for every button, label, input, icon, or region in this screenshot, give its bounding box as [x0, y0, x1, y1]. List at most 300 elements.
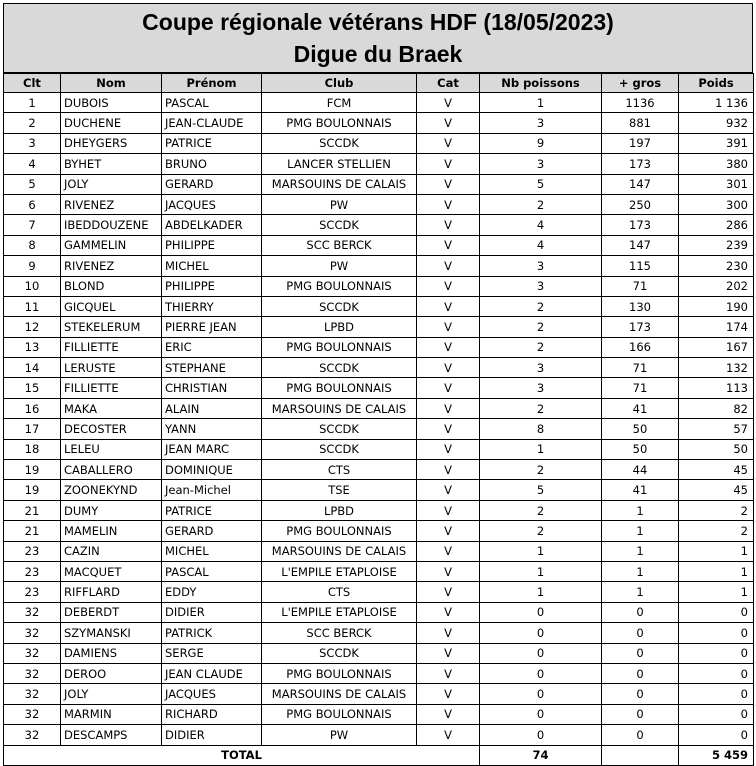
cell-club: SCCDK — [262, 296, 417, 316]
cell-nom: CABALLERO — [61, 460, 162, 480]
cell-nom: DECOSTER — [61, 419, 162, 439]
cell-cat: V — [417, 113, 480, 133]
cell-cat: V — [417, 541, 480, 561]
cell-nb-poissons: 1 — [480, 582, 602, 602]
cell-club: CTS — [262, 582, 417, 602]
cell-poids: 1 — [679, 582, 754, 602]
cell-plus-gros: 1 — [602, 521, 679, 541]
table-row — [4, 602, 754, 622]
cell-nom: RIFFLARD — [61, 582, 162, 602]
cell-clt: 32 — [4, 602, 61, 622]
table-row — [4, 541, 754, 561]
cell-club: MARSOUINS DE CALAIS — [262, 684, 417, 704]
cell-nom: RIVENEZ — [61, 194, 162, 214]
cell-prenom: CHRISTIAN — [162, 378, 262, 398]
cell-nb-poissons: 5 — [480, 174, 602, 194]
cell-clt: 8 — [4, 235, 61, 255]
cell-club: PMG BOULONNAIS — [262, 521, 417, 541]
cell-nb-poissons: 2 — [480, 337, 602, 357]
cell-prenom: JEAN CLAUDE — [162, 663, 262, 683]
table-row — [4, 337, 754, 357]
cell-nb-poissons: 8 — [480, 419, 602, 439]
cell-prenom: STEPHANE — [162, 358, 262, 378]
cell-poids: 0 — [679, 725, 754, 745]
cell-nom: IBEDDOUZENE — [61, 215, 162, 235]
cell-poids: 2 — [679, 500, 754, 520]
cell-clt: 21 — [4, 521, 61, 541]
cell-cat: V — [417, 378, 480, 398]
cell-cat: V — [417, 725, 480, 745]
cell-nb-poissons: 1 — [480, 93, 602, 113]
cell-club: LANCER STELLIEN — [262, 154, 417, 174]
cell-poids: 174 — [679, 317, 754, 337]
cell-nom: GICQUEL — [61, 296, 162, 316]
cell-nb-poissons: 3 — [480, 358, 602, 378]
cell-poids: 113 — [679, 378, 754, 398]
cell-plus-gros: 0 — [602, 725, 679, 745]
cell-nom: FILLIETTE — [61, 337, 162, 357]
cell-prenom: BRUNO — [162, 154, 262, 174]
cell-cat: V — [417, 439, 480, 459]
cell-club: SCCDK — [262, 439, 417, 459]
cell-nom: MARMIN — [61, 704, 162, 724]
cell-club: PMG BOULONNAIS — [262, 276, 417, 296]
cell-prenom: ABDELKADER — [162, 215, 262, 235]
cell-club: MARSOUINS DE CALAIS — [262, 398, 417, 418]
cell-club: L'EMPILE ETAPLOISE — [262, 602, 417, 622]
cell-plus-gros: 1136 — [602, 93, 679, 113]
table-row — [4, 358, 754, 378]
cell-plus-gros: 1 — [602, 582, 679, 602]
cell-nb-poissons: 5 — [480, 480, 602, 500]
cell-club: PMG BOULONNAIS — [262, 378, 417, 398]
cell-club: PMG BOULONNAIS — [262, 663, 417, 683]
cell-plus-gros: 0 — [602, 623, 679, 643]
table-row — [4, 174, 754, 194]
cell-nom: STEKELERUM — [61, 317, 162, 337]
cell-poids: 0 — [679, 663, 754, 683]
cell-club: LPBD — [262, 500, 417, 520]
cell-clt: 12 — [4, 317, 61, 337]
page-subtitle: Digue du Braek — [293, 41, 463, 67]
col-header-plus-gros: + gros — [602, 74, 679, 93]
cell-prenom: JEAN-CLAUDE — [162, 113, 262, 133]
col-header-cat: Cat — [417, 74, 480, 93]
page-title: Coupe régionale vétérans HDF (18/05/2023) — [142, 9, 614, 35]
cell-prenom: GERARD — [162, 521, 262, 541]
cell-prenom: PATRICK — [162, 623, 262, 643]
cell-plus-gros: 41 — [602, 398, 679, 418]
cell-clt: 32 — [4, 623, 61, 643]
col-header-prenom: Prénom — [162, 74, 262, 93]
cell-plus-gros: 71 — [602, 358, 679, 378]
cell-club: PMG BOULONNAIS — [262, 704, 417, 724]
cell-cat: V — [417, 460, 480, 480]
cell-poids: 1 — [679, 541, 754, 561]
cell-prenom: EDDY — [162, 582, 262, 602]
cell-nom: DUMY — [61, 500, 162, 520]
cell-clt: 15 — [4, 378, 61, 398]
table-row — [4, 256, 754, 276]
cell-cat: V — [417, 582, 480, 602]
cell-poids: 239 — [679, 235, 754, 255]
cell-clt: 14 — [4, 358, 61, 378]
cell-nb-poissons: 3 — [480, 378, 602, 398]
cell-cat: V — [417, 154, 480, 174]
cell-poids: 380 — [679, 154, 754, 174]
cell-cat: V — [417, 684, 480, 704]
cell-clt: 19 — [4, 480, 61, 500]
cell-cat: V — [417, 337, 480, 357]
cell-plus-gros: 166 — [602, 337, 679, 357]
cell-nb-poissons: 2 — [480, 317, 602, 337]
cell-nb-poissons: 0 — [480, 684, 602, 704]
cell-nom: DUCHENE — [61, 113, 162, 133]
cell-club: SCCDK — [262, 215, 417, 235]
cell-nom: DESCAMPS — [61, 725, 162, 745]
table-row — [4, 154, 754, 174]
cell-plus-gros: 44 — [602, 460, 679, 480]
cell-plus-gros: 0 — [602, 602, 679, 622]
cell-poids: 0 — [679, 684, 754, 704]
cell-cat: V — [417, 256, 480, 276]
table-row — [4, 643, 754, 663]
cell-nom: DUBOIS — [61, 93, 162, 113]
cell-cat: V — [417, 623, 480, 643]
cell-cat: V — [417, 317, 480, 337]
cell-plus-gros: 115 — [602, 256, 679, 276]
cell-nom: DHEYGERS — [61, 133, 162, 153]
cell-poids: 1 — [679, 561, 754, 581]
table-row — [4, 378, 754, 398]
cell-prenom: YANN — [162, 419, 262, 439]
cell-nb-poissons: 0 — [480, 602, 602, 622]
cell-clt: 17 — [4, 419, 61, 439]
cell-plus-gros: 71 — [602, 276, 679, 296]
cell-plus-gros: 173 — [602, 154, 679, 174]
cell-nom: MAKA — [61, 398, 162, 418]
cell-poids: 391 — [679, 133, 754, 153]
cell-nom: JOLY — [61, 684, 162, 704]
table-row — [4, 93, 754, 113]
cell-plus-gros: 41 — [602, 480, 679, 500]
cell-prenom: ERIC — [162, 337, 262, 357]
table-row — [4, 317, 754, 337]
cell-poids: 300 — [679, 194, 754, 214]
cell-nom: MAMELIN — [61, 521, 162, 541]
cell-poids: 1 136 — [679, 93, 754, 113]
cell-club: SCCDK — [262, 358, 417, 378]
cell-clt: 16 — [4, 398, 61, 418]
cell-clt: 32 — [4, 663, 61, 683]
cell-clt: 23 — [4, 541, 61, 561]
cell-clt: 18 — [4, 439, 61, 459]
cell-clt: 21 — [4, 500, 61, 520]
cell-prenom: PIERRE JEAN — [162, 317, 262, 337]
table-row — [4, 113, 754, 133]
cell-nb-poissons: 2 — [480, 460, 602, 480]
cell-poids: 230 — [679, 256, 754, 276]
cell-nb-poissons: 3 — [480, 113, 602, 133]
cell-nom: FILLIETTE — [61, 378, 162, 398]
cell-cat: V — [417, 643, 480, 663]
cell-clt: 1 — [4, 93, 61, 113]
table-row — [4, 663, 754, 683]
cell-clt: 11 — [4, 296, 61, 316]
table-row — [4, 704, 754, 724]
cell-prenom: JACQUES — [162, 684, 262, 704]
cell-prenom: DOMINIQUE — [162, 460, 262, 480]
results-body — [4, 93, 754, 746]
cell-nom: DEBERDT — [61, 602, 162, 622]
cell-nb-poissons: 3 — [480, 154, 602, 174]
cell-plus-gros: 881 — [602, 113, 679, 133]
cell-prenom: PHILIPPE — [162, 276, 262, 296]
table-row — [4, 419, 754, 439]
table-row — [4, 582, 754, 602]
cell-prenom: MICHEL — [162, 541, 262, 561]
table-row — [4, 439, 754, 459]
cell-nb-poissons: 2 — [480, 521, 602, 541]
cell-club: PMG BOULONNAIS — [262, 337, 417, 357]
cell-plus-gros: 173 — [602, 215, 679, 235]
cell-club: PW — [262, 256, 417, 276]
cell-poids: 202 — [679, 276, 754, 296]
cell-nom: JOLY — [61, 174, 162, 194]
cell-clt: 3 — [4, 133, 61, 153]
total-label: TOTAL — [4, 745, 480, 765]
cell-prenom: Jean-Michel — [162, 480, 262, 500]
cell-club: SCCDK — [262, 419, 417, 439]
cell-cat: V — [417, 602, 480, 622]
cell-clt: 5 — [4, 174, 61, 194]
cell-plus-gros: 1 — [602, 500, 679, 520]
cell-club: PMG BOULONNAIS — [262, 113, 417, 133]
col-header-poids: Poids — [679, 74, 754, 93]
cell-poids: 0 — [679, 602, 754, 622]
cell-clt: 10 — [4, 276, 61, 296]
cell-nb-poissons: 4 — [480, 235, 602, 255]
table-row — [4, 684, 754, 704]
col-header-nb-poissons: Nb poissons — [480, 74, 602, 93]
cell-poids: 0 — [679, 704, 754, 724]
cell-prenom: PASCAL — [162, 561, 262, 581]
cell-prenom: PHILIPPE — [162, 235, 262, 255]
col-header-clt: Clt — [4, 74, 61, 93]
cell-nb-poissons: 0 — [480, 663, 602, 683]
cell-plus-gros: 1 — [602, 561, 679, 581]
cell-clt: 32 — [4, 643, 61, 663]
cell-cat: V — [417, 276, 480, 296]
cell-plus-gros: 130 — [602, 296, 679, 316]
cell-poids: 167 — [679, 337, 754, 357]
total-row — [4, 745, 754, 765]
cell-poids: 0 — [679, 623, 754, 643]
cell-club: MARSOUINS DE CALAIS — [262, 541, 417, 561]
cell-poids: 932 — [679, 113, 754, 133]
cell-nb-poissons: 0 — [480, 704, 602, 724]
cell-prenom: JACQUES — [162, 194, 262, 214]
table-row — [4, 561, 754, 581]
cell-prenom: JEAN MARC — [162, 439, 262, 459]
cell-clt: 4 — [4, 154, 61, 174]
cell-plus-gros: 0 — [602, 684, 679, 704]
table-row — [4, 398, 754, 418]
cell-cat: V — [417, 93, 480, 113]
cell-nom: MACQUET — [61, 561, 162, 581]
table-row — [4, 623, 754, 643]
cell-club: L'EMPILE ETAPLOISE — [262, 561, 417, 581]
cell-clt: 32 — [4, 725, 61, 745]
cell-plus-gros: 197 — [602, 133, 679, 153]
cell-clt: 32 — [4, 704, 61, 724]
total-poids: 5 459 — [679, 745, 754, 765]
cell-nb-poissons: 2 — [480, 500, 602, 520]
cell-nb-poissons: 1 — [480, 541, 602, 561]
total-nb-poissons: 74 — [480, 745, 602, 765]
table-row — [4, 460, 754, 480]
cell-nb-poissons: 3 — [480, 256, 602, 276]
cell-poids: 45 — [679, 460, 754, 480]
cell-nom: SZYMANSKI — [61, 623, 162, 643]
cell-nom: DAMIENS — [61, 643, 162, 663]
title-box — [3, 3, 753, 73]
cell-cat: V — [417, 480, 480, 500]
cell-cat: V — [417, 704, 480, 724]
cell-poids: 286 — [679, 215, 754, 235]
cell-cat: V — [417, 215, 480, 235]
cell-cat: V — [417, 500, 480, 520]
cell-clt: 19 — [4, 460, 61, 480]
cell-nom: BLOND — [61, 276, 162, 296]
cell-cat: V — [417, 561, 480, 581]
cell-cat: V — [417, 398, 480, 418]
table-row — [4, 480, 754, 500]
cell-plus-gros: 0 — [602, 643, 679, 663]
cell-plus-gros: 71 — [602, 378, 679, 398]
cell-nom: RIVENEZ — [61, 256, 162, 276]
cell-nb-poissons: 0 — [480, 725, 602, 745]
cell-plus-gros: 147 — [602, 174, 679, 194]
cell-prenom: DIDIER — [162, 725, 262, 745]
cell-plus-gros: 50 — [602, 439, 679, 459]
results-sheet — [3, 3, 753, 766]
table-row — [4, 235, 754, 255]
cell-nb-poissons: 2 — [480, 194, 602, 214]
cell-plus-gros: 0 — [602, 704, 679, 724]
cell-prenom: PATRICE — [162, 133, 262, 153]
cell-club: SCC BERCK — [262, 235, 417, 255]
cell-plus-gros: 0 — [602, 663, 679, 683]
results-table — [3, 73, 754, 766]
cell-plus-gros: 173 — [602, 317, 679, 337]
cell-nb-poissons: 1 — [480, 561, 602, 581]
cell-poids: 2 — [679, 521, 754, 541]
cell-club: TSE — [262, 480, 417, 500]
cell-plus-gros: 1 — [602, 541, 679, 561]
cell-poids: 132 — [679, 358, 754, 378]
cell-club: CTS — [262, 460, 417, 480]
table-row — [4, 725, 754, 745]
cell-plus-gros: 250 — [602, 194, 679, 214]
table-row — [4, 521, 754, 541]
cell-cat: V — [417, 358, 480, 378]
cell-poids: 190 — [679, 296, 754, 316]
cell-prenom: DIDIER — [162, 602, 262, 622]
cell-nb-poissons: 0 — [480, 623, 602, 643]
cell-clt: 6 — [4, 194, 61, 214]
cell-clt: 13 — [4, 337, 61, 357]
cell-poids: 0 — [679, 643, 754, 663]
table-row — [4, 215, 754, 235]
cell-clt: 9 — [4, 256, 61, 276]
cell-cat: V — [417, 174, 480, 194]
cell-prenom: PASCAL — [162, 93, 262, 113]
cell-nom: ZOONEKYND — [61, 480, 162, 500]
cell-cat: V — [417, 235, 480, 255]
cell-poids: 301 — [679, 174, 754, 194]
cell-nom: GAMMELIN — [61, 235, 162, 255]
cell-nb-poissons: 3 — [480, 276, 602, 296]
table-row — [4, 276, 754, 296]
table-row — [4, 133, 754, 153]
cell-cat: V — [417, 133, 480, 153]
cell-prenom: GERARD — [162, 174, 262, 194]
cell-poids: 50 — [679, 439, 754, 459]
cell-nom: DEROO — [61, 663, 162, 683]
cell-prenom: THIERRY — [162, 296, 262, 316]
cell-club: FCM — [262, 93, 417, 113]
cell-clt: 7 — [4, 215, 61, 235]
cell-club: SCCDK — [262, 133, 417, 153]
cell-nb-poissons: 2 — [480, 398, 602, 418]
cell-nom: LELEU — [61, 439, 162, 459]
cell-clt: 23 — [4, 561, 61, 581]
cell-club: PW — [262, 194, 417, 214]
cell-nom: BYHET — [61, 154, 162, 174]
cell-clt: 32 — [4, 684, 61, 704]
table-row — [4, 194, 754, 214]
cell-cat: V — [417, 521, 480, 541]
table-row — [4, 500, 754, 520]
cell-nb-poissons: 4 — [480, 215, 602, 235]
cell-nb-poissons: 9 — [480, 133, 602, 153]
cell-plus-gros: 147 — [602, 235, 679, 255]
col-header-club: Club — [262, 74, 417, 93]
cell-prenom: PATRICE — [162, 500, 262, 520]
cell-poids: 45 — [679, 480, 754, 500]
cell-club: SCCDK — [262, 643, 417, 663]
cell-cat: V — [417, 296, 480, 316]
cell-nb-poissons: 1 — [480, 439, 602, 459]
cell-nom: CAZIN — [61, 541, 162, 561]
cell-club: MARSOUINS DE CALAIS — [262, 174, 417, 194]
cell-plus-gros: 50 — [602, 419, 679, 439]
cell-nom: LERUSTE — [61, 358, 162, 378]
cell-prenom: MICHEL — [162, 256, 262, 276]
cell-nb-poissons: 2 — [480, 296, 602, 316]
cell-club: PW — [262, 725, 417, 745]
cell-club: SCC BERCK — [262, 623, 417, 643]
cell-prenom: SERGE — [162, 643, 262, 663]
cell-prenom: RICHARD — [162, 704, 262, 724]
cell-cat: V — [417, 663, 480, 683]
cell-nb-poissons: 0 — [480, 643, 602, 663]
total-plus-gros — [602, 745, 679, 765]
header-row — [4, 74, 754, 93]
cell-poids: 82 — [679, 398, 754, 418]
cell-cat: V — [417, 194, 480, 214]
